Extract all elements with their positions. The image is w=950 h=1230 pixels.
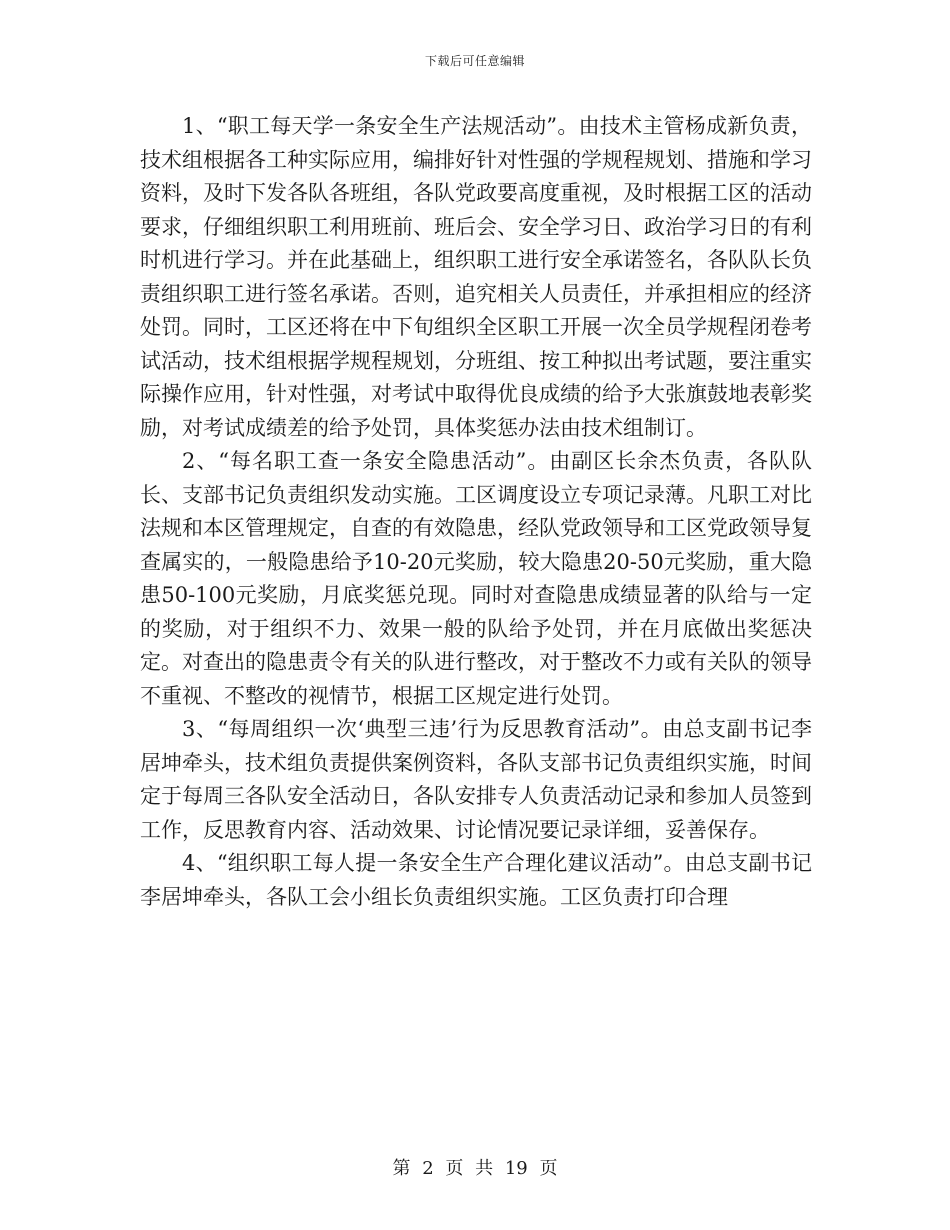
paragraph-1: 1、“职工每天学一条安全生产法规活动”。由技术主管杨成新负责，技术组根据各工种实际应用，编排好针对性强的学规程规划、措施和学习资料，及时下发各队各班组，各队党政要高度重视，及时根据工区的活动要求，仔细组织职工利用班前、班后会、安全学习日、政治学习日的有利时机进行学习。并在此基础上，组织职工进行安全承诺签名，各队队长负责组织职工进行签名承诺。否则，追究相关人员责任，并承担相应的经济处罚。同时，工区还将在中下旬组织全区职工开展一次全员学规程闭卷考试活动，技术组根据学规程规划，分班组、按工种拟出考试题，要注重实际操作应用，针对性强，对考试中取得优良成绩的给予大张旗鼓地表彰奖励，对考试成绩差的给予处罚，具体奖惩办法由技术组制订。 bbox=[140, 114, 812, 440]
paragraph-2: 2、“每名职工查一条安全隐患活动”。由副区长余杰负责，各队队长、支部书记负责组织发动实施。工区调度设立专项记录薄。凡职工对比法规和本区管理规定，自查的有效隐患，经队党政领导和工区党政领导复查属实的，一般隐患给予10-20元奖励，较大隐患20-50元奖励，重大隐患50-100元奖励，月底奖惩兑现。同时对查隐患成绩显著的队给与一定的奖励，对于组织不力、效果一般的队给予处罚，并在月底做出奖惩决定。对查出的隐患责令有关的队进行整改，对于整改不力或有关队的领导不重视、不整改的视情节，根据工区规定进行处罚。 bbox=[140, 449, 812, 708]
document-body bbox=[140, 110, 812, 914]
paragraph-4: 4、“组织职工每人提一条安全生产合理化建议活动”。由总支副书记李居坤牵头，各队工会小组长负责组织实施。工区负责打印合理 bbox=[140, 851, 812, 909]
page-footer: 第 2 页 共 19 页 bbox=[392, 1158, 558, 1179]
paragraph-3: 3、“每周组织一次‘典型三违’行为反思教育活动”。由总支副书记李居坤牵头，技术组负责提供案例资料，各队支部书记负责组织实施，时间定于每周三各队安全活动日，各队安排专人负责活动记录和参加人员签到工作，反思教育内容、活动效果、讨论情况要记录详细，妥善保存。 bbox=[140, 717, 812, 842]
page-header: 下载后可任意编辑 bbox=[424, 54, 525, 68]
